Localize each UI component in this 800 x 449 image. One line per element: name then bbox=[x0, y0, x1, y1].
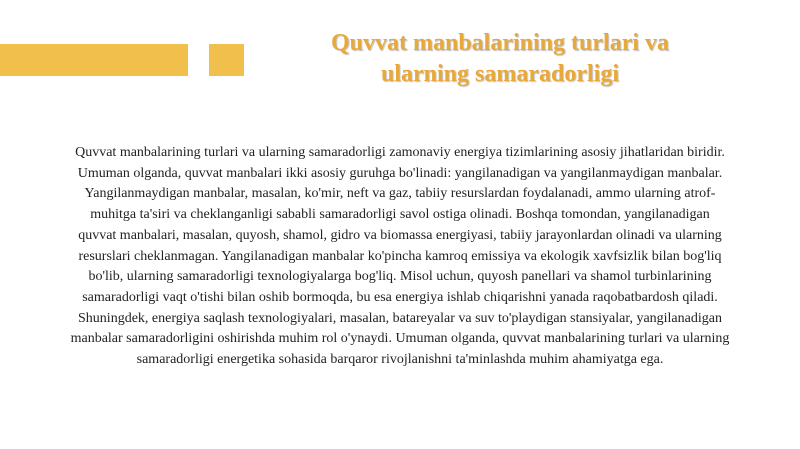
slide-body-text: Quvvat manbalarining turlari va ularning samaradorligi zamonaviy energiya tizimlarining asosiy jihatlaridan biridir. Umuman olganda, quvvat manbalari ikki asosiy guruhga bo'linadi: yangilanadigan va yangilanmaydigan manbalar. Yangilanmaydigan manbalar, masalan, ko'mir, neft va gaz, tabiiy resurslardan foydalanadi, ammo ularning atrof-muhitga ta'siri va cheklanganligi sababli samaradorligi savol ostiga olinadi. Boshqa tomondan, yangilanadigan quvvat manbalari, masalan, quyosh, shamol, gidro va biomassa energiyasi, tabiiy jarayonlardan olinadi va ularning resurslari cheklanmagan. Yangilanadigan manbalar ko'pincha kamroq emissiya va ekologik xavfsizlik bilan bog'liq bo'lib, ularning samaradorligi texnologiyalarga bog'liq. Misol uchun, quyosh panellari va shamol turbinlarining samaradorligi vaqt o'tishi bilan oshib bormoqda, bu esa energiya ishlab chiqarishni yanada raqobatbardosh qiladi. Shuningdek, energiya saqlash texnologiyalari, masalan, batareyalar va suv to'playdigan stansiyalar, yangilanadigan manbalar samaradorligini oshirishda muhim rol o'ynaydi. Umuman olganda, quvvat manbalarining turlari va ularning samaradorligi energetika sohasida barqaror rivojlanishni ta'minlashda muhim ahamiyatga ega. bbox=[70, 145, 730, 368]
decorative-bar-right bbox=[209, 44, 244, 76]
decorative-bar-left bbox=[0, 44, 188, 76]
slide-title: Quvvat manbalarining turlari va ularning samaradorligi bbox=[330, 30, 670, 87]
